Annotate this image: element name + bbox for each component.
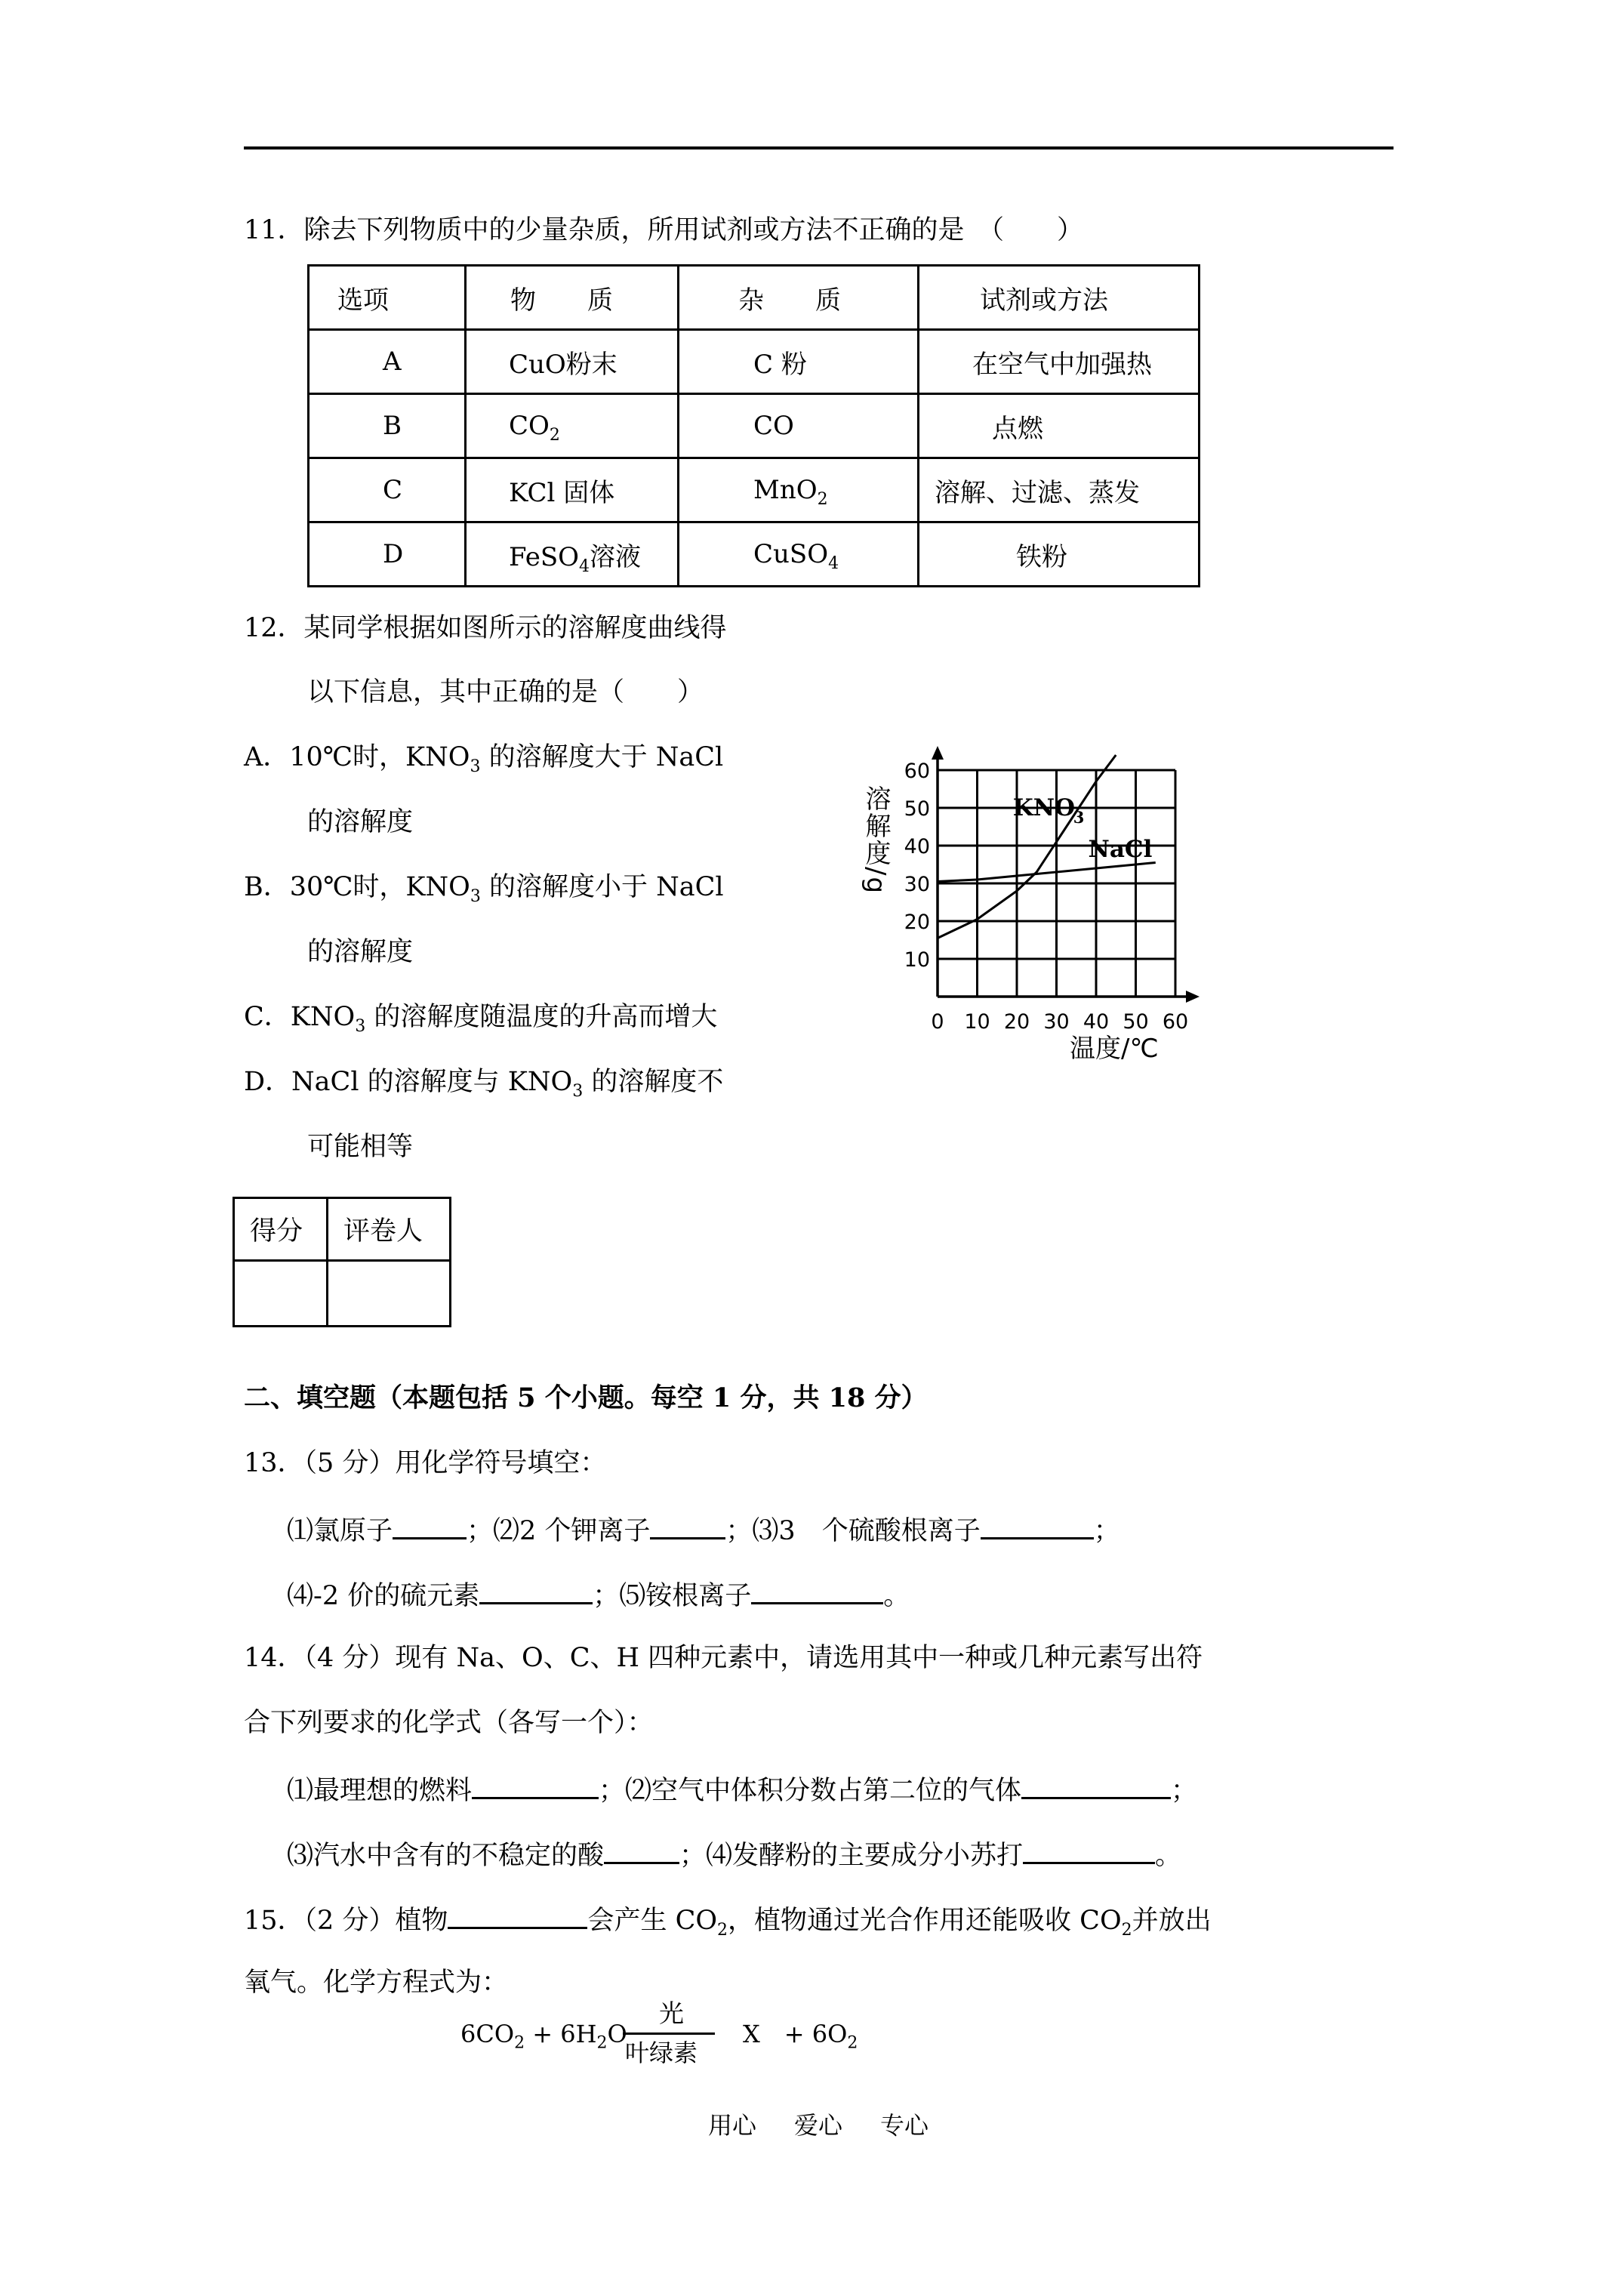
series-label-kno3-subscript: 3 xyxy=(1073,808,1085,827)
q15-text: ，植物通过光合作用还能吸收 CO xyxy=(728,1906,1122,1936)
substance-desc: 溶液 xyxy=(590,541,642,572)
q13-item: ⑷-2 价的硫元素 xyxy=(287,1581,480,1611)
q15-line-2: 氧气。化学方程式为： xyxy=(244,1968,509,1998)
footer-word: 用心 xyxy=(708,2111,757,2140)
grader-box[interactable] xyxy=(328,1261,451,1327)
q15-text: 会产生 CO xyxy=(587,1906,718,1936)
x-tick-label: 50 xyxy=(1123,1010,1149,1034)
x-tick-label: 20 xyxy=(1003,1010,1030,1034)
option-text: D．NaCl 的溶解度与 KNO xyxy=(244,1067,573,1097)
subscript: 3 xyxy=(572,1082,584,1101)
q12-option-d-cont: 可能相等 xyxy=(307,1132,414,1162)
q13-item: ；⑵2 个钾离子 xyxy=(467,1516,651,1546)
table-header-cell: 杂 质 xyxy=(679,266,919,330)
q13-line-2 xyxy=(287,1576,910,1613)
q12-option-a xyxy=(244,741,723,774)
series-label-kno3: KNO xyxy=(1012,794,1076,821)
subscript: 3 xyxy=(470,757,481,776)
substance-cell xyxy=(466,522,679,587)
x-tick-label: 10 xyxy=(964,1010,990,1034)
q14-item: ； xyxy=(1171,1776,1198,1806)
option-text: 的溶解度小于 NaCl xyxy=(489,872,724,902)
q13-item: ⑴氯原子 xyxy=(287,1516,393,1546)
subscript: 2 xyxy=(717,1921,728,1940)
equation-left xyxy=(460,2017,627,2051)
subscript: 4 xyxy=(828,553,839,573)
q13-item: ；⑸铵根离子 xyxy=(593,1581,752,1611)
q15-line-1 xyxy=(244,1901,1212,1940)
q15-text: 并放出 xyxy=(1132,1906,1212,1936)
equation-term: 6CO xyxy=(460,2020,515,2048)
substance-formula: FeSO xyxy=(509,541,580,572)
footer-word: 专心 xyxy=(880,2111,929,2140)
subscript: 4 xyxy=(579,556,590,576)
option-text: C．KNO xyxy=(244,1002,356,1032)
q14-line-1 xyxy=(287,1771,1197,1808)
option-cell: C xyxy=(309,458,466,522)
score-label: 得分 xyxy=(234,1198,328,1261)
y-tick-label: 10 xyxy=(904,948,930,972)
answer-blank[interactable] xyxy=(472,1771,599,1799)
y-tick-label: 40 xyxy=(904,835,930,858)
q12-option-c xyxy=(244,1000,717,1034)
option-cell: A xyxy=(309,330,466,394)
q14-item: ；⑷发酵粉的主要成分小苏打 xyxy=(679,1841,1024,1871)
q12-option-a-cont: 的溶解度 xyxy=(307,807,414,837)
q14-stem-2: 合下列要求的化学式（各写一个）： xyxy=(244,1708,654,1738)
q11-table xyxy=(307,264,1200,587)
option-text: 的溶解度大于 NaCl xyxy=(488,742,724,772)
y-tick-label: 60 xyxy=(904,760,930,783)
option-cell: D xyxy=(309,522,466,587)
substance-cell xyxy=(466,394,679,458)
x-tick-label: 40 xyxy=(1083,1010,1110,1034)
subscript: 2 xyxy=(817,489,828,509)
table-row xyxy=(309,522,1200,587)
grade-table xyxy=(233,1197,451,1327)
table-header-row xyxy=(309,266,1200,330)
option-text: 的溶解度不 xyxy=(591,1067,724,1097)
q12-option-d xyxy=(244,1065,723,1099)
q12-stem-1: 12．某同学根据如图所示的溶解度曲线得 xyxy=(244,613,727,643)
answer-blank[interactable] xyxy=(448,1901,587,1929)
impurity-desc: 粉 xyxy=(781,349,807,380)
answer-blank[interactable] xyxy=(650,1512,725,1539)
answer-blank[interactable] xyxy=(393,1512,467,1539)
score-box[interactable] xyxy=(234,1261,328,1327)
option-text: B．30℃时，KNO xyxy=(244,872,470,902)
q12-option-b-cont: 的溶解度 xyxy=(307,937,414,967)
subscript: 3 xyxy=(355,1017,366,1036)
x-axis-label: 温度/℃ xyxy=(1070,1034,1159,1064)
subscript: 2 xyxy=(1121,1921,1132,1940)
substance-desc: 粉末 xyxy=(565,349,617,380)
answer-blank[interactable] xyxy=(1021,1771,1171,1799)
substance-cell xyxy=(466,458,679,522)
impurity-cell xyxy=(679,458,919,522)
answer-blank[interactable] xyxy=(751,1576,883,1604)
table-row xyxy=(309,330,1200,394)
q11-stem: 11．除去下列物质中的少量杂质，所用试剂或方法不正确的是 （ ） xyxy=(244,215,1084,245)
equation-term: O xyxy=(607,2020,627,2048)
subscript: 2 xyxy=(549,425,560,445)
answer-blank[interactable] xyxy=(1023,1836,1155,1864)
substance-formula: CO xyxy=(509,411,550,441)
impurity-formula: MnO xyxy=(753,475,818,505)
q14-item: ⑴最理想的燃料 xyxy=(287,1776,473,1806)
q13-item: 。 xyxy=(883,1581,910,1611)
equation-term: + 6H xyxy=(525,2020,597,2048)
y-axis-label: 溶解度/g xyxy=(861,785,891,895)
q12-option-b xyxy=(244,871,724,904)
chart-axes xyxy=(932,746,1200,1003)
impurity-cell xyxy=(679,522,919,587)
method-cell: 点燃 xyxy=(919,394,1200,458)
option-text: A．10℃时，KNO xyxy=(244,742,470,772)
q14-stem-1: 14．（4 分）现有 Na、O、C、H 四种元素中，请选用其中一种或几种元素写出符 xyxy=(244,1643,1203,1673)
option-cell: B xyxy=(309,394,466,458)
method-cell: 溶解、过滤、蒸发 xyxy=(919,458,1200,522)
y-axis-arrow xyxy=(932,746,944,760)
equation-condition-top: 光 xyxy=(659,1999,684,2028)
header-rule xyxy=(244,146,1394,149)
series-label-nacl: NaCl xyxy=(1088,836,1153,863)
impurity-formula: CuSO xyxy=(753,539,829,569)
equation-condition-bottom: 叶绿素 xyxy=(625,2039,698,2067)
subscript: 2 xyxy=(514,2033,525,2053)
answer-blank[interactable] xyxy=(479,1576,593,1604)
q13-item: ； xyxy=(1093,1516,1120,1546)
substance-formula: CuO xyxy=(509,349,566,380)
y-tick-label: 30 xyxy=(904,873,930,896)
impurity-formula: C xyxy=(753,349,774,380)
table-row xyxy=(309,458,1200,522)
x-axis-arrow xyxy=(1186,991,1200,1003)
section-2-title: 二、填空题（本题包括 5 个小题。每空 1 分，共 18 分） xyxy=(244,1382,928,1413)
q12-stem-2: 以下信息，其中正确的是（ ） xyxy=(307,677,704,707)
method-cell: 铁粉 xyxy=(919,522,1200,587)
table-header-cell: 物 质 xyxy=(466,266,679,330)
q14-item: 。 xyxy=(1155,1841,1182,1871)
q14-line-2 xyxy=(287,1836,1181,1872)
substance-cell xyxy=(466,330,679,394)
x-tick-label: 60 xyxy=(1162,1010,1189,1034)
substance-formula: KCl xyxy=(509,477,556,508)
page-footer xyxy=(708,2106,966,2141)
y-tick-label: 50 xyxy=(904,797,930,821)
equation-term: X + 6O xyxy=(743,2020,848,2048)
y-tick-label: 20 xyxy=(904,911,930,934)
table-row xyxy=(309,394,1200,458)
q13-line-1 xyxy=(287,1512,1120,1548)
option-text: 的溶解度随温度的升高而增大 xyxy=(374,1002,718,1032)
impurity-cell xyxy=(679,330,919,394)
solubility-chart xyxy=(853,740,1200,1065)
x-tick-label: 0 xyxy=(931,1010,944,1034)
equation-right xyxy=(743,2017,858,2051)
footer-word: 爱心 xyxy=(794,2111,843,2140)
substance-desc: 固体 xyxy=(563,477,615,508)
series-line-nacl xyxy=(938,863,1156,882)
q14-item: ；⑵空气中体积分数占第二位的气体 xyxy=(599,1776,1022,1806)
table-header-cell: 试剂或方法 xyxy=(919,266,1200,330)
subscript: 2 xyxy=(596,2033,608,2053)
x-tick-label: 30 xyxy=(1043,1010,1070,1034)
impurity-cell: CO xyxy=(679,394,919,458)
table-header-cell: 选项 xyxy=(309,266,466,330)
q14-item: ⑶汽水中含有的不稳定的酸 xyxy=(287,1841,605,1871)
q13-item: ；⑶3 个硫酸根离子 xyxy=(725,1516,981,1546)
q13-stem: 13．（5 分）用化学符号填空： xyxy=(244,1448,607,1478)
answer-blank[interactable] xyxy=(604,1836,679,1864)
answer-blank[interactable] xyxy=(981,1512,1094,1539)
q15-text: 15．（2 分）植物 xyxy=(244,1906,448,1936)
subscript: 2 xyxy=(847,2033,858,2053)
grader-label: 评卷人 xyxy=(328,1198,451,1261)
subscript: 3 xyxy=(470,887,481,906)
method-cell: 在空气中加强热 xyxy=(919,330,1200,394)
